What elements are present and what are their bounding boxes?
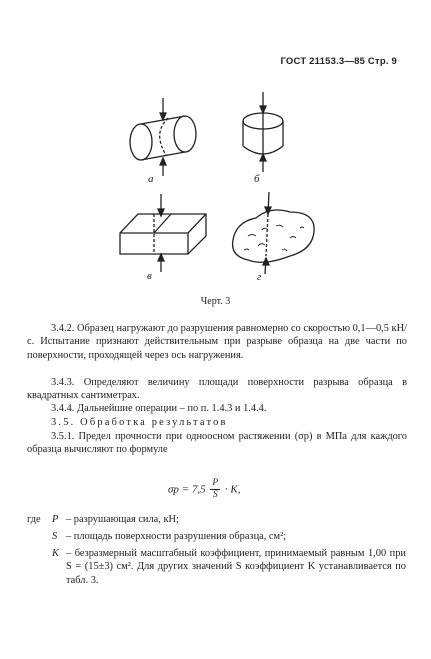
figure-caption: Черт. 3 bbox=[200, 296, 231, 307]
formula-rhs: · K, bbox=[224, 483, 241, 496]
definition-symbol: S bbox=[52, 531, 58, 542]
lump-drawing bbox=[233, 192, 315, 274]
definition-symbol: P bbox=[52, 514, 59, 525]
definition-symbol-k bbox=[52, 547, 59, 560]
definitions-intro: где bbox=[27, 514, 41, 525]
paragraph-3-4-3: 3.4.3. Определяют величину площади поверхности разрыва образца в квадратных сантиметрах. bbox=[27, 377, 407, 402]
figure-label-b: б bbox=[254, 173, 260, 185]
bar-drawing bbox=[120, 194, 206, 272]
formula bbox=[168, 478, 241, 508]
formula-fraction bbox=[210, 478, 220, 501]
definition-symbol: K bbox=[52, 548, 59, 559]
formula-denominator: S bbox=[212, 490, 218, 500]
definition-symbol-s bbox=[52, 530, 57, 543]
figure-label-g: г bbox=[257, 271, 262, 283]
cylinder-horizontal-drawing bbox=[130, 98, 196, 176]
section-heading-text: 3.5. Обработка результатов bbox=[51, 417, 228, 428]
figure-label-v: в bbox=[147, 270, 152, 282]
figure-label-a: а bbox=[148, 173, 154, 185]
definition-symbol-p bbox=[52, 513, 58, 526]
paragraph-3-4-4: 3.4.4. Дальнейшие операции – по п. 1.4.3 и 1.4.4. bbox=[51, 403, 267, 414]
page-header: ГОСТ 21153.3—85 Стр. 9 bbox=[280, 56, 397, 67]
formula-lhs: σр = 7,5 bbox=[168, 483, 206, 496]
paragraph-3-4-2: 3.4.2. Образец нагружают до разрушения равномерно со скоростью 0,1—0,5 кН/с. Испытание признают действительным при разрыве образца на две части по поверхности, проходящей через ось нагружения. bbox=[27, 323, 407, 361]
paragraph-3-5-1: 3.5.1. Предел прочности при одноосном растяжении (σр) в МПа для каждого образца вычисляют по формуле bbox=[27, 431, 407, 456]
definition-text-k: – безразмерный масштабный коэффициент, принимаемый равным 1,00 при S = (15±3) см². Для других значений S коэффициент K устанавливается по табл. 3. bbox=[66, 548, 406, 586]
disc-drawing bbox=[243, 92, 283, 172]
formula-numerator: P bbox=[212, 478, 219, 488]
definition-text-p: – разрушающая сила, кН; bbox=[66, 514, 179, 525]
figure-drawings bbox=[0, 0, 431, 300]
definition-text-s: – площадь поверхности разрушения образца, см²; bbox=[66, 531, 287, 542]
section-heading-3-5 bbox=[27, 416, 407, 429]
